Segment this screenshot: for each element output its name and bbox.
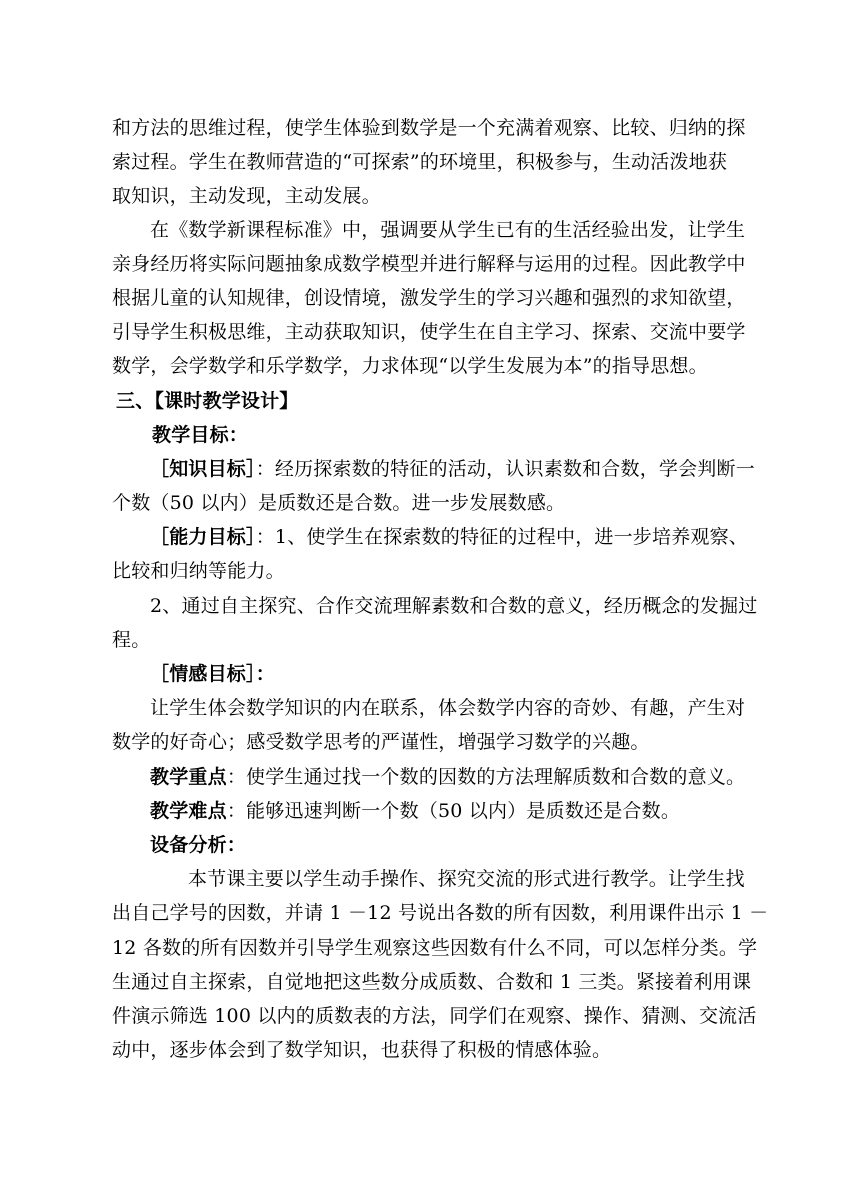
- equipment-line-5: 件演示筛选 100 以内的质数表的方法，同学们在观察、操作、猜测、交流活: [112, 1005, 757, 1027]
- knowledge-goal-label: ［知识目标］: [150, 458, 256, 480]
- paragraph-2-line-3: 根据儿童的认知规律，创设情境，激发学生的学习兴趣和强烈的求知欲望，: [112, 287, 746, 309]
- section-3-heading: 三、【课时教学设计】: [116, 390, 299, 412]
- emotion-goal-heading: [150, 661, 760, 687]
- paragraph-2-line-2: 亲身经历将实际问题抽象成数学模型并进行解释与运用的过程。因此教学中: [112, 253, 746, 275]
- equipment-line-6: 动中，逐步体会到了数学知识，也获得了积极的情感体验。: [112, 1039, 612, 1061]
- equipment-line-3: 12 各数的所有因数并引导学生观察这些因数有什么不同，可以怎样分类。学: [112, 937, 758, 959]
- knowledge-goal-line-2: 个数（50 以内）是质数还是合数。进一步发展数感。: [112, 492, 566, 514]
- equipment-line-2: 出自己学号的因数，并请 1 －12 号说出各数的所有因数，利用课件出示 1 －: [112, 902, 769, 924]
- paragraph-2-line-5: 数学，会学数学和乐学数学，力求体现“以学生发展为本”的指导思想。: [112, 355, 708, 377]
- paragraph-1-line-2: 索过程。学生在教师营造的“可探索”的环境里，积极参与，生动活泼地获: [112, 151, 728, 173]
- emotion-goal-colon: ：: [255, 663, 275, 685]
- ability-goal-line-2: 比较和归纳等能力。: [112, 560, 285, 582]
- ability-goal-label: ［能力目标］: [150, 526, 256, 548]
- emotion-goal-line-2: 数学的好奇心；感受数学思考的严谨性，增强学习数学的兴趣。: [112, 731, 650, 753]
- key-point-text: ：使学生通过找一个数的因数的方法理解质数和合数的意义。: [226, 766, 746, 788]
- equipment-line-4: 生通过自主探索，自觉地把这些数分成质数、合数和 1 三类。紧接着利用课: [112, 971, 752, 993]
- key-point: [150, 764, 760, 790]
- ability-goal-line-1: [150, 524, 760, 550]
- teaching-goals-heading: 教学目标：: [152, 424, 249, 446]
- ability-goal-line-3: 2、通过自主探究、合作交流理解素数和合数的意义，经历概念的发掘过: [150, 595, 758, 617]
- equipment-line-1: 本节课主要以学生动手操作、探究交流的形式进行教学。让学生找: [188, 868, 745, 890]
- difficulty-point: [150, 798, 760, 824]
- paragraph-2-line-1: 在《数学新课程标准》中，强调要从学生已有的生活经验出发，让学生: [150, 219, 746, 241]
- difficulty-text: ：能够迅速判断一个数（50 以内）是质数还是合数。: [226, 800, 681, 822]
- knowledge-goal-line-1: [150, 456, 760, 482]
- paragraph-2-line-4: 引导学生积极思维，主动获取知识，使学生在自主学习、探索、交流中要学: [112, 321, 746, 343]
- knowledge-goal-text: ：经历探索数的特征的活动，认识素数和合数，学会判断一: [255, 458, 755, 480]
- ability-goal-text: ：1、使学生在探索数的特征的过程中，进一步培养观察、: [255, 526, 748, 548]
- ability-goal-line-4: 程。: [112, 629, 151, 651]
- emotion-goal-label: ［情感目标］: [150, 663, 256, 685]
- paragraph-1-line-1: 和方法的思维过程，使学生体验到数学是一个充满着观察、比较、归纳的探: [112, 117, 746, 139]
- emotion-goal-line-1: 让学生体会数学知识的内在联系，体会数学内容的奇妙、有趣，产生对: [150, 697, 746, 719]
- difficulty-label: 教学难点: [150, 800, 227, 822]
- key-point-label: 教学重点: [150, 766, 227, 788]
- paragraph-1-line-3: 取知识，主动发现，主动发展。: [112, 185, 381, 207]
- equipment-heading: 设备分析：: [150, 834, 247, 856]
